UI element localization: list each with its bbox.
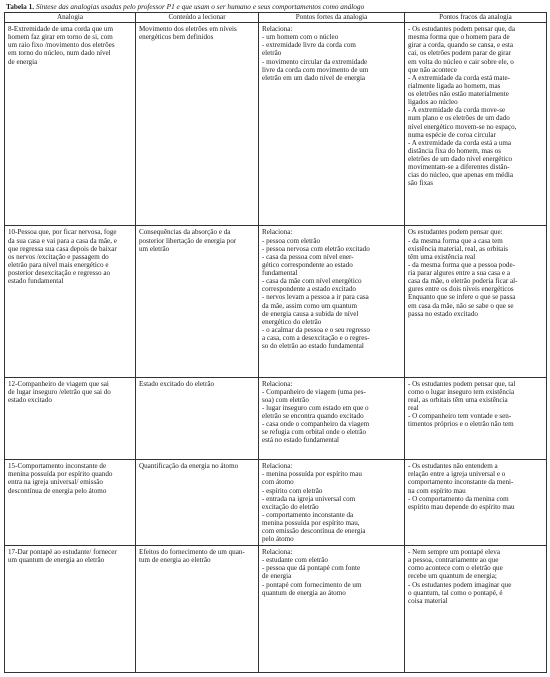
cell-line: - A extremidade da corda está mate- <box>408 73 511 82</box>
cell-line: fundamental <box>262 269 298 278</box>
cell-line: - A extremidade da corda está a uma <box>408 138 512 147</box>
cell-line: os eletrões não estão materialmente <box>408 90 509 98</box>
cell-line: - movimento circular da extremidade <box>262 57 368 66</box>
cell-pontos-fortes <box>259 226 405 377</box>
cell-line: - O companheiro tem vontade e sen- <box>408 412 512 421</box>
header-pontos-fortes: Pontos fortes da analogia <box>259 13 405 23</box>
cell-line: a pessoa, contrariamente ao que <box>408 556 499 565</box>
cell-line: ligados ao núcleo <box>408 98 458 107</box>
cell-line: Efeitos do fornecimento de um quan- <box>139 548 245 557</box>
cell-line: - nervos levam a pessoa a ir para casa <box>262 293 369 302</box>
table-header-row <box>5 13 547 23</box>
cell-line: relação entre a igreja universal e o <box>408 470 506 479</box>
cell-pontos-fortes <box>259 23 405 226</box>
caption-text: Síntese das analogias usadas pelo professor P1 e que usam o ser humano e seus comportamentos como análogo <box>35 2 365 11</box>
cell-line: gético correspondente ao estado <box>262 260 353 269</box>
cell-line: - Os estudantes podem pensar que, da <box>408 25 515 33</box>
cell-line: soa) com eletrão <box>262 395 309 404</box>
cell-line: excitação do eletrão <box>262 502 319 511</box>
cell-line: está no estado fundamental <box>262 436 340 445</box>
cell-conteudo <box>136 23 259 226</box>
header-conteudo: Conteúdo a lecionar <box>136 13 259 23</box>
table-row <box>5 377 547 460</box>
cell-line: 15-Comportamento inconstante de <box>8 462 107 471</box>
analogies-table <box>4 12 547 673</box>
cell-line: posterior libertação de energia por <box>139 236 237 245</box>
cell-line: um eletrão <box>139 244 170 253</box>
cell-line: num plano e os eletrões de um dado <box>408 114 510 123</box>
cell-line: - O comportamento da menina com <box>408 494 509 503</box>
cell-line: a casa, com a desexcitação e o regres- <box>262 334 370 343</box>
cell-line: com emissão descontínua de energia <box>262 527 366 536</box>
cell-line: um quantum de energia ao eletrão <box>8 556 105 565</box>
cell-line: casa da mãe, o eletrão poderia ficar al- <box>408 277 518 286</box>
cell-line: estado fundamental <box>8 277 64 286</box>
cell-line: Enquanto que se infere o que se passa <box>408 293 516 302</box>
cell-line: ria parar algures entre a sua casa e a <box>408 269 511 278</box>
cell-line: - casa da pessoa com nível ener- <box>262 252 354 261</box>
cell-line: menina possuída por espírito quando <box>8 470 113 479</box>
header-pontos-fracos: Pontos fracos da analogia <box>405 13 547 23</box>
cell-line: coisa material <box>408 596 448 605</box>
cell-line: real <box>408 403 419 412</box>
cell-line: de energia causa a subida de nível <box>262 309 359 318</box>
cell-line: Relaciona: <box>262 379 293 388</box>
cell-line: energéticos bem definidos <box>139 33 214 42</box>
cell-pontos-fracos <box>405 377 547 460</box>
cell-line: - pessoa com eletrão <box>262 236 321 245</box>
cell-line: descontínua de energia pelo átomo <box>8 486 107 495</box>
cell-line: Relaciona: <box>262 25 293 33</box>
cell-line: nível energético movem-se no espaço, <box>408 122 517 131</box>
cell-line: numa espécie de coroa circular <box>408 130 496 139</box>
cell-line: - Companheiro de viagem (uma pes- <box>262 387 366 396</box>
cell-line: como o lugar inseguro tem existência <box>408 387 515 396</box>
cell-line: Estado excitado do eletrão <box>139 379 215 388</box>
cell-line: girar a corda, quando se cansa, e esta <box>408 41 513 50</box>
table-row <box>5 460 547 546</box>
table-caption <box>6 2 546 11</box>
cell-line: têm uma existência real <box>408 252 476 261</box>
cell-line: na com espírito mau <box>408 486 466 495</box>
cell-analogia <box>5 226 136 377</box>
cell-line: em casa da mãe, não se sabe o que se <box>408 301 514 310</box>
cell-line: são fixas <box>408 179 434 188</box>
cell-line: - casa onde o companheiro da viagem <box>262 420 370 429</box>
cell-line: eletrão se encontra quando excitado <box>262 412 364 421</box>
cell-line: posterior desexcitação e regresso ao <box>8 269 111 278</box>
cell-line: em torno do núcleo, num dado nível <box>8 49 111 58</box>
cell-line: - extremidade livre da corda com <box>262 41 356 50</box>
cell-line: Movimento dos eletrões em níveis <box>139 25 237 33</box>
cell-line: distância fixa do homem, mas os <box>408 146 501 155</box>
cell-line: pelo átomo <box>262 535 294 544</box>
cell-line: - da mesma forma que a casa tem <box>408 236 503 245</box>
cell-line: Relaciona: <box>262 228 293 237</box>
cell-line: mesma forma que o homem para de <box>408 33 510 42</box>
table-row <box>5 546 547 673</box>
cell-line: cai, os eletrões podem parar de girar <box>408 49 512 58</box>
cell-line: livre da corda com movimento de um <box>262 65 369 74</box>
cell-line: comportamento inconstante da meni- <box>408 478 514 487</box>
cell-conteudo <box>136 226 259 377</box>
cell-line: correspondente a estado excitado <box>262 285 356 294</box>
cell-pontos-fortes <box>259 546 405 673</box>
cell-line: Consequências da absorção e da <box>139 228 231 237</box>
cell-line: - o acalmar da pessoa e o seu regresso <box>262 325 370 334</box>
cell-line: - Os estudantes podem imaginar que <box>408 580 512 589</box>
table-row <box>5 23 547 226</box>
cell-line: de energia <box>8 57 38 66</box>
cell-line: Os estudantes podem pensar que: <box>408 228 503 237</box>
cell-line: real, as orbitais têm uma existência <box>408 395 508 404</box>
cell-line: de energia <box>262 572 292 581</box>
cell-line: eletrão <box>262 49 282 58</box>
cell-line: estado excitado <box>8 395 52 404</box>
cell-line: em volta do núcleo e cair sobre ele, o <box>408 57 514 66</box>
cell-line: tum de energia ao eletrão <box>139 556 211 565</box>
cell-line: com átomo <box>262 478 294 487</box>
cell-line: eletrão em um dado nível de energia <box>262 73 366 82</box>
cell-line: - casa da mãe com nível energético <box>262 277 362 286</box>
cell-line: - pontapé com fornecimento de um <box>262 580 362 589</box>
cell-pontos-fracos <box>405 546 547 673</box>
cell-line: entra na igreja universal/ emissão <box>8 478 103 487</box>
cell-line: - A extremidade da corda move-se <box>408 106 506 115</box>
cell-line: o quantum, tal como o pontapé, é <box>408 588 503 597</box>
cell-line: 12-Companheiro de viagem que sai <box>8 379 109 388</box>
cell-conteudo <box>136 460 259 546</box>
cell-analogia <box>5 546 136 673</box>
cell-line: quantum de energia ao átomo <box>262 588 346 597</box>
cell-line: se refugia com orbital onde o eletrão <box>262 428 366 437</box>
cell-line: de lugar inseguro /eletrão que sai do <box>8 387 111 396</box>
cell-line: cias do núcleo, que apenas em média <box>408 171 513 180</box>
cell-analogia <box>5 377 136 460</box>
cell-pontos-fracos <box>405 460 547 546</box>
cell-line: que regressa sua casa depois de baixar <box>8 244 117 253</box>
cell-line: - lugar inseguro com estado em que o <box>262 403 369 412</box>
cell-line: movimentam-se a diferentes distân- <box>408 163 510 172</box>
cell-line: - pessoa que dá pontapé com fonte <box>262 564 361 573</box>
cell-line: existência material, real, as orbitais <box>408 244 509 253</box>
cell-analogia <box>5 460 136 546</box>
cell-line: - Nem sempre um pontapé eleva <box>408 548 500 557</box>
cell-pontos-fortes <box>259 460 405 546</box>
cell-line: - da mesma forma que a pessoa pode- <box>408 260 515 269</box>
cell-analogia <box>5 23 136 226</box>
cell-line: 10-Pessoa que, por ficar nervosa, foge <box>8 228 117 237</box>
cell-line: 17-Dar pontapé ao estudante/ fornecer <box>8 548 117 557</box>
cell-line: - espírito com eletrão <box>262 486 323 495</box>
cell-line: energético do eletrão <box>262 317 322 326</box>
cell-line: gures entre os dois níveis energéticos <box>408 285 514 294</box>
cell-line: - pessoa nervosa com eletrão excitado <box>262 244 370 253</box>
cell-line: 8-Extremidade de uma corda que um <box>8 25 113 33</box>
cell-line: eletrões de um dado nível energético <box>408 155 513 163</box>
cell-line: um raio fixo /movimento dos eletrões <box>8 41 115 50</box>
cell-line: - estudante com eletrão <box>262 556 328 565</box>
cell-line: recebe um quantum de energia; <box>408 572 497 581</box>
cell-line: rialmente ligada ao homem, mas <box>408 81 501 90</box>
table-row <box>5 226 547 377</box>
cell-line: espírito mau depende do espírito mau <box>408 502 515 511</box>
cell-line: - um homem com o núcleo <box>262 33 339 42</box>
cell-line: - comportamento inconstante da <box>262 510 354 519</box>
cell-line: timentos próprios e o eletrão não tem <box>408 420 514 429</box>
cell-pontos-fracos <box>405 226 547 377</box>
cell-pontos-fracos <box>405 23 547 226</box>
cell-line: - menina possuída por espírito mau <box>262 470 362 479</box>
cell-line: Quantificação da energia no átomo <box>139 462 239 471</box>
cell-line: como acontece com o eletrão que <box>408 564 503 573</box>
cell-line: Relaciona: <box>262 462 293 471</box>
cell-line: os nervos /excitação e passagem do <box>8 252 109 261</box>
cell-pontos-fortes <box>259 377 405 460</box>
cell-line: que não acontece <box>408 65 457 74</box>
cell-line: da sua casa e vai para a casa da mãe, e <box>8 236 117 245</box>
cell-line: passa no estado excitado <box>408 309 478 318</box>
cell-line: - entrada na igreja universal com <box>262 494 356 503</box>
cell-line: homem faz girar em torno de si, com <box>8 33 113 42</box>
cell-line: eletrão para nível mais energético e <box>8 260 109 269</box>
cell-line: so do eletrão ao estado fundamental <box>262 342 364 351</box>
cell-line: da mãe, assim como um quantum <box>262 301 357 310</box>
caption-label: Tabela 1. <box>6 2 35 11</box>
cell-line: Relaciona: <box>262 548 293 557</box>
header-analogia: Analogia <box>5 13 136 23</box>
cell-line: menina possuída por espírito mau, <box>262 519 360 528</box>
cell-line: - Os estudantes podem pensar que, tal <box>408 379 516 388</box>
cell-conteudo <box>136 546 259 673</box>
cell-conteudo <box>136 377 259 460</box>
cell-line: - Os estudantes não entendem a <box>408 462 498 471</box>
